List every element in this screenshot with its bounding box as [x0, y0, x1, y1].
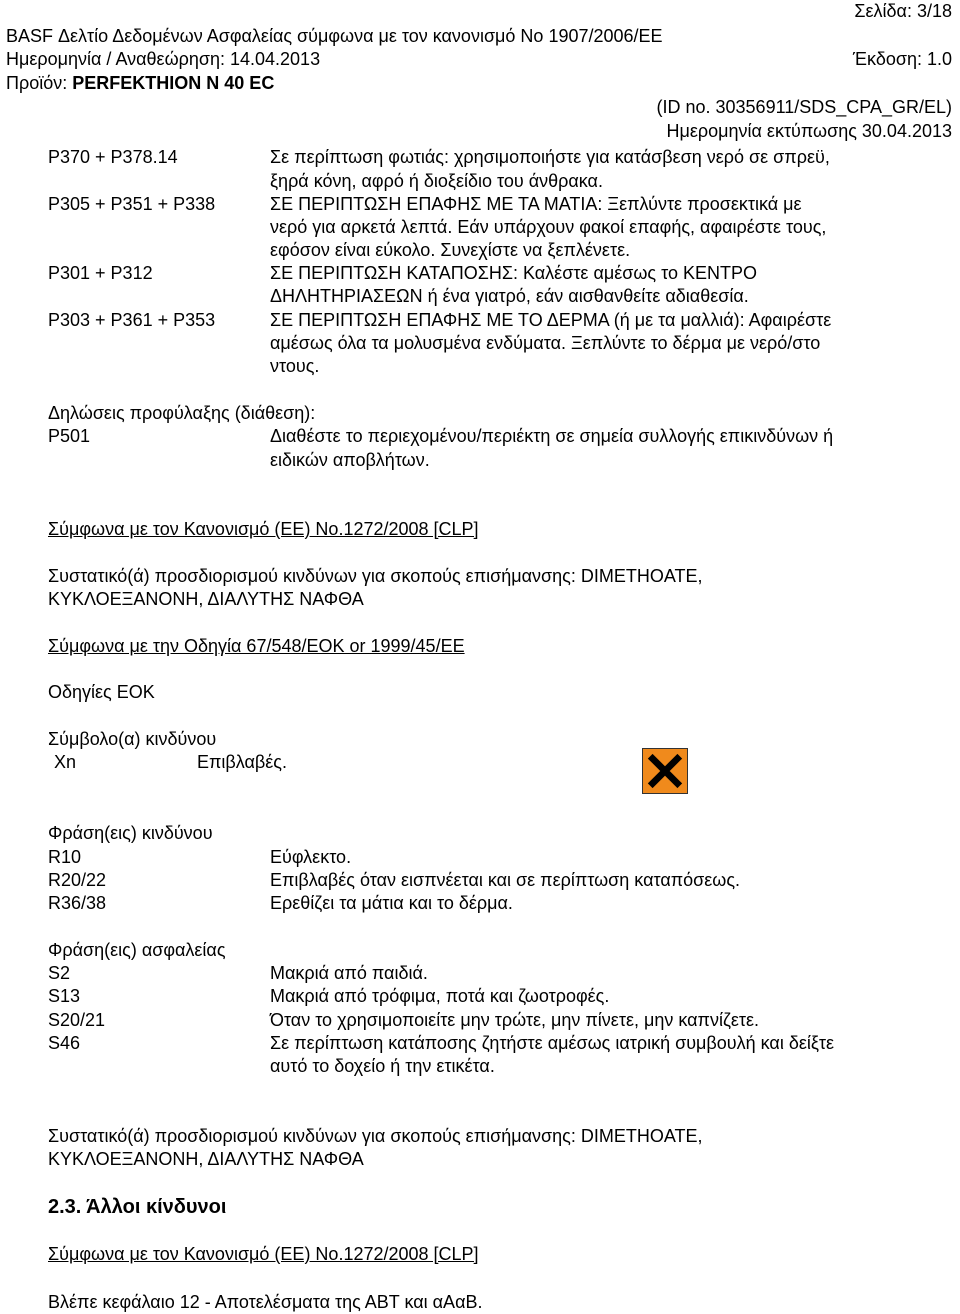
statement-code: P370 + P378.14 [48, 147, 178, 167]
section-heading: 2.3. Άλλοι κίνδυνοι [48, 1196, 227, 1218]
statement-text: Σε περίπτωση φωτιάς: χρησιμοποιήστε για κατάσβεση νερό σε σπρεϋ, [270, 147, 830, 167]
safety-code: S2 [48, 963, 71, 983]
statement-text: εφόσον είναι εύκολο. Συνεχίστε να ξεπλένετε. [270, 240, 631, 260]
safety-text: Σε περίπτωση κατάποσης ζητήστε αμέσως ιατρική συμβουλή και δείξτε [270, 1033, 835, 1053]
statement-text: ξηρά κόνη, αφρό ή διοξείδιο του άνθρακα. [270, 171, 603, 191]
statement-text: ντους. [270, 356, 320, 376]
harmful-x-icon [642, 748, 688, 794]
product-line [6, 72, 274, 94]
components-line: ΚΥΚΛΟΕΞΑΝΟΝΗ, ΔΙΑΛΥΤΗΣ ΝΑΦΘΑ [48, 1149, 364, 1169]
page-number: Σελίδα: 3/18 [854, 1, 952, 21]
statement-code: P301 + P312 [48, 263, 153, 283]
product-name: PERFEKTHION N 40 EC [72, 73, 275, 93]
statement-text: ΔΗΛΗΤΗΡΙΑΣΕΩΝ ή ένα γιατρό, εάν αισθανθείτε αδιαθεσία. [270, 286, 749, 306]
directive-reference: Σύμφωνα με την Οδηγία 67/548/ΕΟΚ or 1999/45/ΕΕ [48, 636, 465, 656]
statement-text: ΣΕ ΠΕΡΙΠΤΩΣΗ ΚΑΤΑΠΟΣΗΣ: Καλέστε αμέσως το ΚΕΝΤΡΟ [270, 263, 757, 283]
statement-code: P501 [48, 426, 91, 446]
clp-reference: Σύμφωνα με τον Κανονισμό (ΕΕ) Νο.1272/2008 [CLP] [48, 1244, 479, 1264]
statement-code: P303 + P361 + P353 [48, 310, 216, 330]
risk-heading: Φράση(εις) κινδύνου [48, 823, 213, 843]
statement-text: νερό για αρκετά λεπτά. Εάν υπάρχουν φακοί επαφής, αφαιρέστε τους, [270, 217, 827, 237]
product-label: Προϊόν: [6, 73, 68, 93]
safety-text: Μακριά από τρόφιμα, ποτά και ζωοτροφές. [270, 986, 610, 1006]
symbol-text: Επιβλαβές. [197, 752, 287, 772]
see-chapter-note: Βλέπε κεφάλαιο 12 - Αποτελέσματα της ΑΒΤ και αΑαΒ. [48, 1292, 483, 1312]
safety-code: S13 [48, 986, 81, 1006]
risk-text: Ερεθίζει τα μάτια και το δέρμα. [270, 893, 513, 913]
statement-code: P305 + P351 + P338 [48, 194, 216, 214]
symbol-code: Xn [54, 752, 77, 772]
version: Έκδοση: 1.0 [852, 49, 952, 69]
symbol-heading: Σύμβολο(α) κινδύνου [48, 729, 217, 749]
risk-text: Εύφλεκτο. [270, 847, 352, 867]
statement-text: ειδικών αποβλήτων. [270, 450, 430, 470]
statement-text: Διαθέστε το περιεχομένου/περιέκτη σε σημεία συλλογής επικινδύνων ή [270, 426, 834, 446]
components-line: ΚΥΚΛΟΕΞΑΝΟΝΗ, ΔΙΑΛΥΤΗΣ ΝΑΦΘΑ [48, 589, 364, 609]
safety-heading: Φράση(εις) ασφαλείας [48, 940, 226, 960]
safety-code: S20/21 [48, 1010, 106, 1030]
statement-text: αμέσως όλα τα μολυσμένα ενδύματα. Ξεπλύντε το δέρμα με νερό/στο [270, 333, 821, 353]
safety-code: S46 [48, 1033, 81, 1053]
print-date: Ημερομηνία εκτύπωσης 30.04.2013 [666, 121, 952, 141]
risk-code: R10 [48, 847, 82, 867]
clp-reference: Σύμφωνα με τον Κανονισμό (ΕΕ) Νο.1272/2008 [CLP] [48, 519, 479, 539]
disposal-heading: Δηλώσεις προφύλαξης (διάθεση): [48, 403, 316, 423]
risk-code: R36/38 [48, 893, 107, 913]
safety-text: Όταν το χρησιμοποιείτε μην τρώτε, μην πίνετε, μην καπνίζετε. [270, 1010, 760, 1030]
risk-text: Επιβλαβές όταν εισπνέεται και σε περίπτωση καταπόσεως. [270, 870, 741, 890]
statement-text: ΣΕ ΠΕΡΙΠΤΩΣΗ ΕΠΑΦΗΣ ΜΕ ΤΑ ΜΑΤΙΑ: Ξεπλύντε προσεκτικά με [270, 194, 802, 214]
eoc-heading: Οδηγίες ΕΟΚ [48, 682, 155, 702]
risk-code: R20/22 [48, 870, 107, 890]
document-title: BASF Δελτίο Δεδομένων Ασφαλείας σύμφωνα με τον κανονισμό Νο 1907/2006/ΕΕ [6, 26, 663, 46]
revision-date: Ημερομηνία / Αναθεώρηση: 14.04.2013 [6, 49, 321, 69]
components-line: Συστατικό(ά) προσδιορισμού κινδύνων για σκοπούς επισήμανσης: DIMETHOATE, [48, 566, 703, 586]
components-line: Συστατικό(ά) προσδιορισμού κινδύνων για σκοπούς επισήμανσης: DIMETHOATE, [48, 1126, 703, 1146]
id-number: (ID no. 30356911/SDS_CPA_GR/EL) [656, 97, 952, 117]
safety-text: Μακριά από παιδιά. [270, 963, 428, 983]
safety-text: αυτό το δοχείο ή την ετικέτα. [270, 1056, 495, 1076]
statement-text: ΣΕ ΠΕΡΙΠΤΩΣΗ ΕΠΑΦΗΣ ΜΕ ΤΟ ΔΕΡΜΑ (ή με τα μαλλιά): Αφαιρέστε [270, 310, 832, 330]
